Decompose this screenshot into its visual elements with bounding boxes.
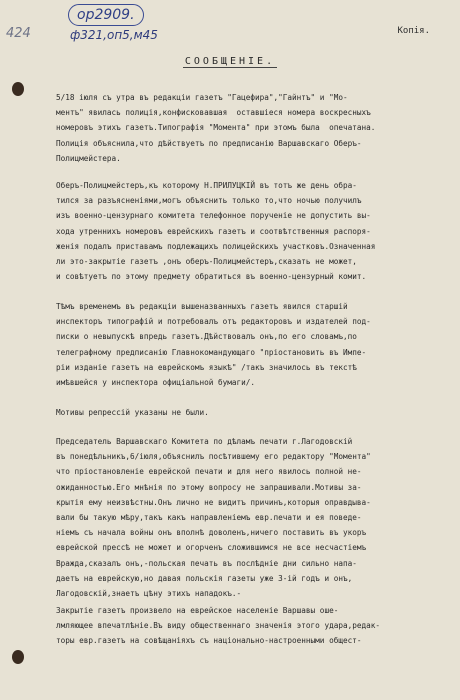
copy-mark: Копія. <box>397 26 430 36</box>
archive-stamp: ор2909. <box>68 4 144 26</box>
paragraph-6: Закрытіе газетъ произвело на еврейское населеніе Варшавы оше- лмляющее впечатлѣніе.Въ виду общественнаго значенія этого удара,редак- торы евр.газетъ на совѣщаніяхъ съ національно-настроенными общест- <box>56 606 380 646</box>
document-title-text: СООБЩЕНІЕ. <box>184 56 276 67</box>
paragraph-1: 5/18 іюля съ утра въ редакціи газетъ "Гацефира","Гайнтъ" и "Мо- ментъ" явилась полиція,конфисковавшая оставшіеся номера воскресныхъ номеровъ этихъ газетъ.Типографія "Момента" при этомъ была опечатана. Полиція объяснила,что дѣйствуетъ по предписанію Варшавскаго Оберъ- Полицмейстера. <box>56 93 376 163</box>
paragraph-5: Председатель Варшавскаго Комитета по дѣламъ печати г.Лагодовскій въ понедѣльникъ,6/іюля,объяснилъ посѣтившему его редактору "Момента" что пріостановленіе еврейской печати и для него явилось полной не- ожиданностью.Его мнѣнія по этому вопросу не запрашивали.Мотивы за- крытія ему неизвѣстны.Онъ лично не видитъ причинъ,которыя оправдыва- вали бы такую мѣру,такъ какъ направленіемъ евр.печати и ея поведе- ніемъ съ начала войны онъ вполнѣ доволенъ,ничего поставить въ укоръ еврейской прессѣ не может и огорченъ сложившимся не все несчастіемъ Вражда,сказалъ онъ,-польская печать въ послѣдніе дни сильно напа- даетъ на еврейскую,но давая польскія газеты уже 3-ій годъ и онъ, Лагодовскій,знаетъ цѣну этихъ нападокъ.- <box>56 437 371 599</box>
archive-reference: ф321,оп5,м45 <box>70 28 158 42</box>
paragraph-2: Оберъ-Полицмейстеръ,къ которому Н.ПРИЛУЦКІЙ въ тотъ же день обра- тился за разъясненіями,могъ объяснить только то,что ночью получилъ изъ военно-цензурнаго комитета телефонное порученіе не допустить вы- хода утреннихъ номеровъ еврейскихъ газетъ и соотвѣтственныя распоря- женія подалъ приставамъ подлежащихъ полицейскихъ участковъ.Означенная ли это-закрытіе газетъ ,онъ оберъ-Полицмейстеръ,сказать не может, и совѣтуетъ по этому предмету обратиться въ военно-цензурный комит. <box>56 181 376 282</box>
punch-hole-bottom <box>12 650 24 664</box>
paragraph-3: Тѣмъ временемъ въ редакціи вышеназванныхъ газетъ явился старшій инспекторъ типографій и потребовалъ отъ редакторовъ и издателей под- писки о невыпускѣ впредь газетъ.Дѣйствовалъ онъ,по его словамъ,по телеграфному предписанію Главнокомандующаго "пріостановить въ Импе- ріи изданіе газетъ на еврейскомъ языкѣ" /такъ значилось въ текстѣ имѣвшейся у инспектора офиціальной бумаги/. <box>56 302 371 388</box>
paragraph-4: Мотивы репрессій указаны не были. <box>56 408 209 417</box>
punch-hole-top <box>12 82 24 96</box>
archive-number: 424 <box>6 26 31 41</box>
document-title <box>0 56 460 67</box>
